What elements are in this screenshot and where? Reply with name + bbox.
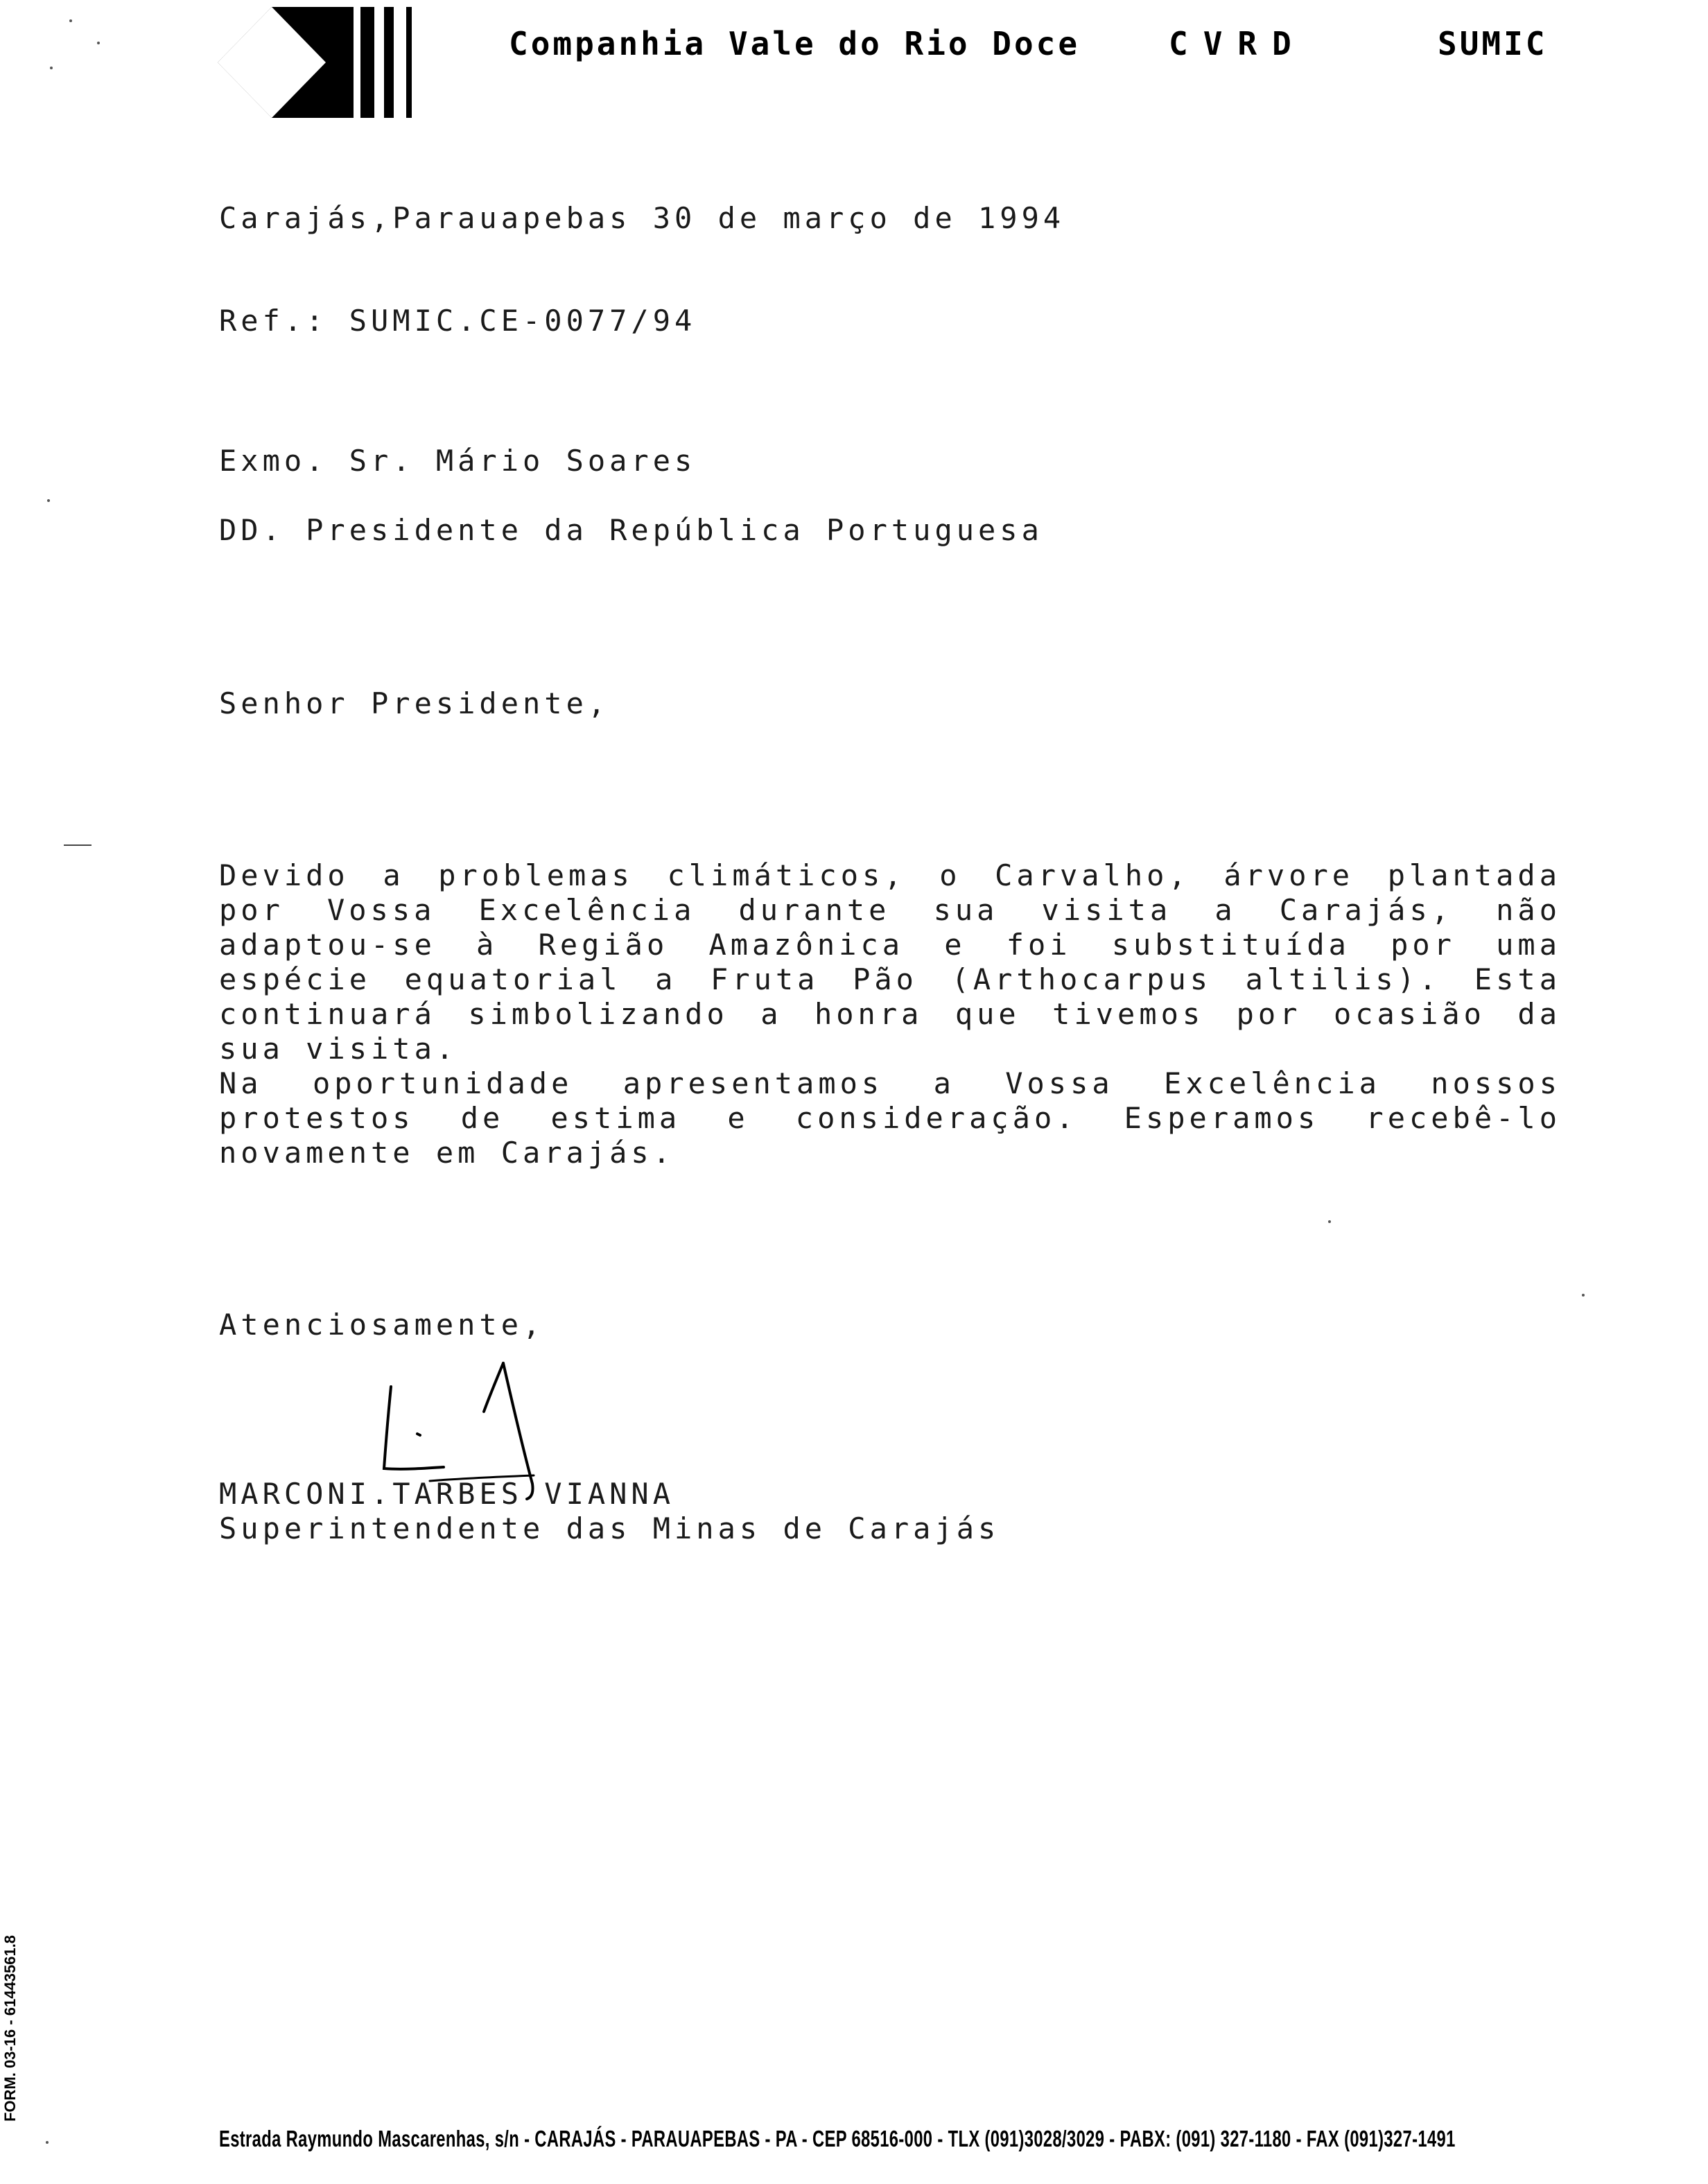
body-paragraph-2: Na oportunidade apresentamos a Vossa Excelência nossos protestos de estima e consideração. Esperamos recebê-lo novamente em Carajás. [219,1066,1561,1170]
department-code: SUMIC [1438,25,1548,62]
scan-speck [1582,1294,1585,1297]
closing: Atenciosamente, [219,1308,545,1342]
place-date: Carajás,Parauapebas 30 de março de 1994 [219,201,1065,235]
scan-speck [1328,1220,1331,1223]
scan-speck [50,67,53,69]
recipient-title: DD. Presidente da República Portuguesa [219,513,1043,547]
scan-speck [69,19,72,22]
recipient-name: Exmo. Sr. Mário Soares [219,444,697,478]
scan-speck [47,499,50,502]
salutation: Senhor Presidente, [219,686,610,720]
scan-speck [46,2141,49,2144]
signer-name: MARCONI.TARBES VIANNA [219,1477,675,1511]
reference-number: Ref.: SUMIC.CE-0077/94 [219,304,697,338]
form-code: FORM. 03-16 - 61443561.8 [1,1934,19,2122]
scan-mark [64,844,92,846]
signer-title: Superintendente das Minas de Carajás [219,1511,1000,1545]
footer-address: Estrada Raymundo Mascarenhas, s/n - CARAJÁS - PARAUAPEBAS - PA - CEP 68516-000 - TLX (091)3028/3029 - PABX: (091) 327-1180 - FAX (091)327-1491 [219,2126,1456,2151]
body-paragraph-1: Devido a problemas climáticos, o Carvalho, árvore plantada por Vossa Excelência durante sua visita a Carajás, não adaptou-se à Região Amazônica e foi substituída por uma espécie equatorial a Fruta Pão (Arthocarpus altilis). Esta continuará simbolizando a honra que tivemos por ocasião da sua visita. [219,858,1561,1066]
company-code: CVRD [1169,25,1307,62]
cvrd-logo-icon [218,7,426,118]
company-name: Companhia Vale do Rio Doce [509,25,1081,62]
scan-speck [97,42,100,44]
